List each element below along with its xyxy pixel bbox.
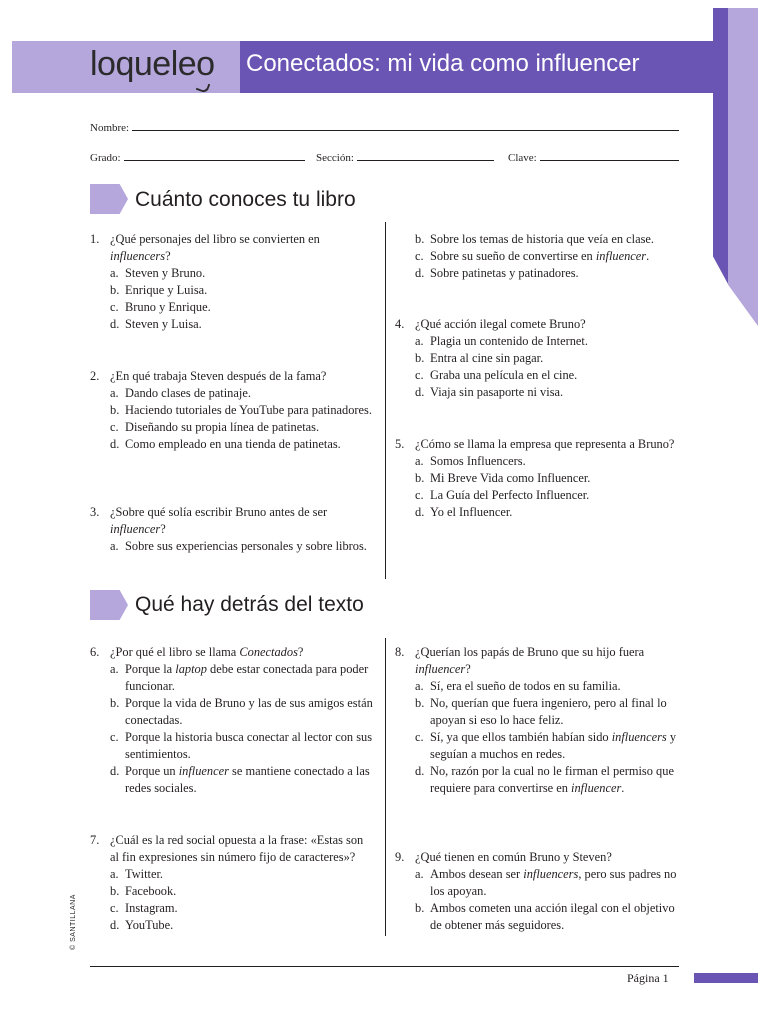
option-5c[interactable]: c. La Guía del Perfecto Influencer. xyxy=(415,488,590,502)
option-2d[interactable]: d. Como empleado en una tienda de patinetas. xyxy=(110,437,341,451)
option-3d[interactable]: d. Sobre patinetas y patinadores. xyxy=(415,266,579,280)
option-4d[interactable]: d. Viaja sin pasaporte ni visa. xyxy=(415,385,564,399)
copyright-notice: © SANTILLANA xyxy=(70,894,77,950)
ribbon-light xyxy=(728,8,758,326)
question-6: 6. ¿Por qué el libro se llama Conectados? a. Porque la laptop debe estar conectada para poder funcionar. b. Porque la vida de Bruno y las de sus amigos están conectadas. c. Porque la historia busca conectar al lector con sus sentimientos. d. Porque un influencer se mantiene conectado a las redes sociales. xyxy=(90,644,375,797)
option-4b[interactable]: b. Entra al cine sin pagar. xyxy=(415,351,544,365)
section-arrow-icon xyxy=(90,590,128,620)
seccion-field[interactable] xyxy=(316,152,494,164)
option-3c[interactable]: c. Sobre su sueño de convertirse en influencer. xyxy=(415,249,650,263)
option-6c[interactable]: c. Porque la historia busca conectar al lector con sus sentimientos. xyxy=(110,730,373,761)
option-4c[interactable]: c. Graba una película en el cine. xyxy=(415,368,578,382)
nombre-field[interactable] xyxy=(90,122,679,134)
option-9b[interactable]: b. Ambos cometen una acción ilegal con el objetivo de obtener más seguidores. xyxy=(415,901,675,932)
section-arrow-icon xyxy=(90,184,128,214)
question-8: 8. ¿Querían los papás de Bruno que su hijo fuera influencer? a. Sí, era el sueño de todos en su familia. b. No, querían que fuera ingeniero, pero al final lo apoyan si eso lo hace feliz. c. Sí, ya que ellos también habían sido influencers y seguían a muchos en redes. d. No, razón por la cual no le firman el permiso que requiere para convertirse en influencer. xyxy=(395,644,685,797)
option-4a[interactable]: a. Plagia un contenido de Internet. xyxy=(415,334,588,348)
option-5b[interactable]: b. Mi Breve Vida como Influencer. xyxy=(415,471,591,485)
option-7a[interactable]: a. Twitter. xyxy=(110,867,164,881)
option-2c[interactable]: c. Diseñando su propia línea de patinetas. xyxy=(110,420,320,434)
nombre-label: Nombre: xyxy=(90,122,130,134)
question-3-continued xyxy=(395,231,685,282)
option-5a[interactable]: a. Somos Influencers. xyxy=(415,454,526,468)
page-number: Página 1 xyxy=(627,971,669,985)
grado-label: Grado: xyxy=(90,152,121,164)
question-3: 3. ¿Sobre qué solía escribir Bruno antes de ser influencer? a. Sobre sus experiencias personales y sobre libros. xyxy=(90,504,375,555)
footer-rule xyxy=(90,966,679,967)
ribbon-dark xyxy=(713,8,728,284)
option-2b[interactable]: b. Haciendo tutoriales de YouTube para patinadores. xyxy=(110,403,372,417)
question-7: 7. ¿Cuál es la red social opuesta a la frase: «Estas son al fin expresiones sin número fijo de caracteres»? a. Twitter. b. Facebook. c. Instagram. d. YouTube. xyxy=(90,832,375,934)
option-6a[interactable]: a. Porque la laptop debe estar conectada para poder funcionar. xyxy=(110,662,369,693)
section-title-1: Cuánto conoces tu libro xyxy=(135,188,356,211)
option-1d[interactable]: d. Steven y Luisa. xyxy=(110,317,202,331)
option-7b[interactable]: b. Facebook. xyxy=(110,884,177,898)
document-title: Conectados: mi vida como influencer xyxy=(246,50,640,77)
column-divider-2 xyxy=(385,638,386,936)
option-3a[interactable]: a. Sobre sus experiencias personales y sobre libros. xyxy=(110,539,367,553)
question-9: 9. ¿Qué tienen en común Bruno y Steven? a. Ambos desean ser influencers, pero sus padres no los apoyan. b. Ambos cometen una acción ilegal con el objetivo de obtener más seguidores. xyxy=(395,849,685,934)
option-9a[interactable]: a. Ambos desean ser influencers, pero sus padres no los apoyan. xyxy=(415,867,677,898)
option-3b[interactable]: b. Sobre los temas de historia que veía en clase. xyxy=(415,232,654,246)
option-2a[interactable]: a. Dando clases de patinaje. xyxy=(110,386,251,400)
option-8a[interactable]: a. Sí, era el sueño de todos en su familia. xyxy=(415,679,621,693)
option-8c[interactable]: c. Sí, ya que ellos también habían sido influencers y seguían a muchos en redes. xyxy=(415,730,677,761)
question-1: 1. ¿Qué personajes del libro se convierten en influencers? a. Steven y Bruno. b. Enrique y Luisa. c. Bruno y Enrique. d. Steven y Luisa. xyxy=(90,231,375,333)
option-6d[interactable]: d. Porque un influencer se mantiene conectado a las redes sociales. xyxy=(110,764,370,795)
option-1c[interactable]: c. Bruno y Enrique. xyxy=(110,300,211,314)
option-7c[interactable]: c. Instagram. xyxy=(110,901,178,915)
brand-logo: loqueleo xyxy=(90,45,215,84)
option-5d[interactable]: d. Yo el Influencer. xyxy=(415,505,513,519)
clave-field[interactable] xyxy=(508,152,679,164)
column-divider-1 xyxy=(385,222,386,579)
clave-label: Clave: xyxy=(508,152,537,164)
option-1a[interactable]: a. Steven y Bruno. xyxy=(110,266,206,280)
option-6b[interactable]: b. Porque la vida de Bruno y las de sus amigos están conectadas. xyxy=(110,696,373,727)
option-7d[interactable]: d. YouTube. xyxy=(110,918,174,932)
option-1b[interactable]: b. Enrique y Luisa. xyxy=(110,283,208,297)
question-4: 4. ¿Qué acción ilegal comete Bruno? a. Plagia un contenido de Internet. b. Entra al cine sin pagar. c. Graba una película en el cine. d. Viaja sin pasaporte ni visa. xyxy=(395,316,685,401)
option-8b[interactable]: b. No, querían que fuera ingeniero, pero al final lo apoyan si eso lo hace feliz. xyxy=(415,696,667,727)
question-5: 5. ¿Cómo se llama la empresa que representa a Bruno? a. Somos Influencers. b. Mi Breve Vida como Influencer. c. La Guía del Perfecto Influencer. d. Yo el Influencer. xyxy=(395,436,685,521)
footer-accent-bar xyxy=(694,973,758,983)
option-8d[interactable]: d. No, razón por la cual no le firman el permiso que requiere para convertirse en influencer. xyxy=(415,764,674,795)
question-2: 2. ¿En qué trabaja Steven después de la fama? a. Dando clases de patinaje. b. Haciendo tutoriales de YouTube para patinadores. c. Diseñando su propia línea de patinetas. d. Como empleado en una tienda de patinetas. xyxy=(90,368,375,453)
grado-field[interactable] xyxy=(90,152,305,164)
seccion-label: Sección: xyxy=(316,152,354,164)
section-title-2: Qué hay detrás del texto xyxy=(135,593,364,616)
